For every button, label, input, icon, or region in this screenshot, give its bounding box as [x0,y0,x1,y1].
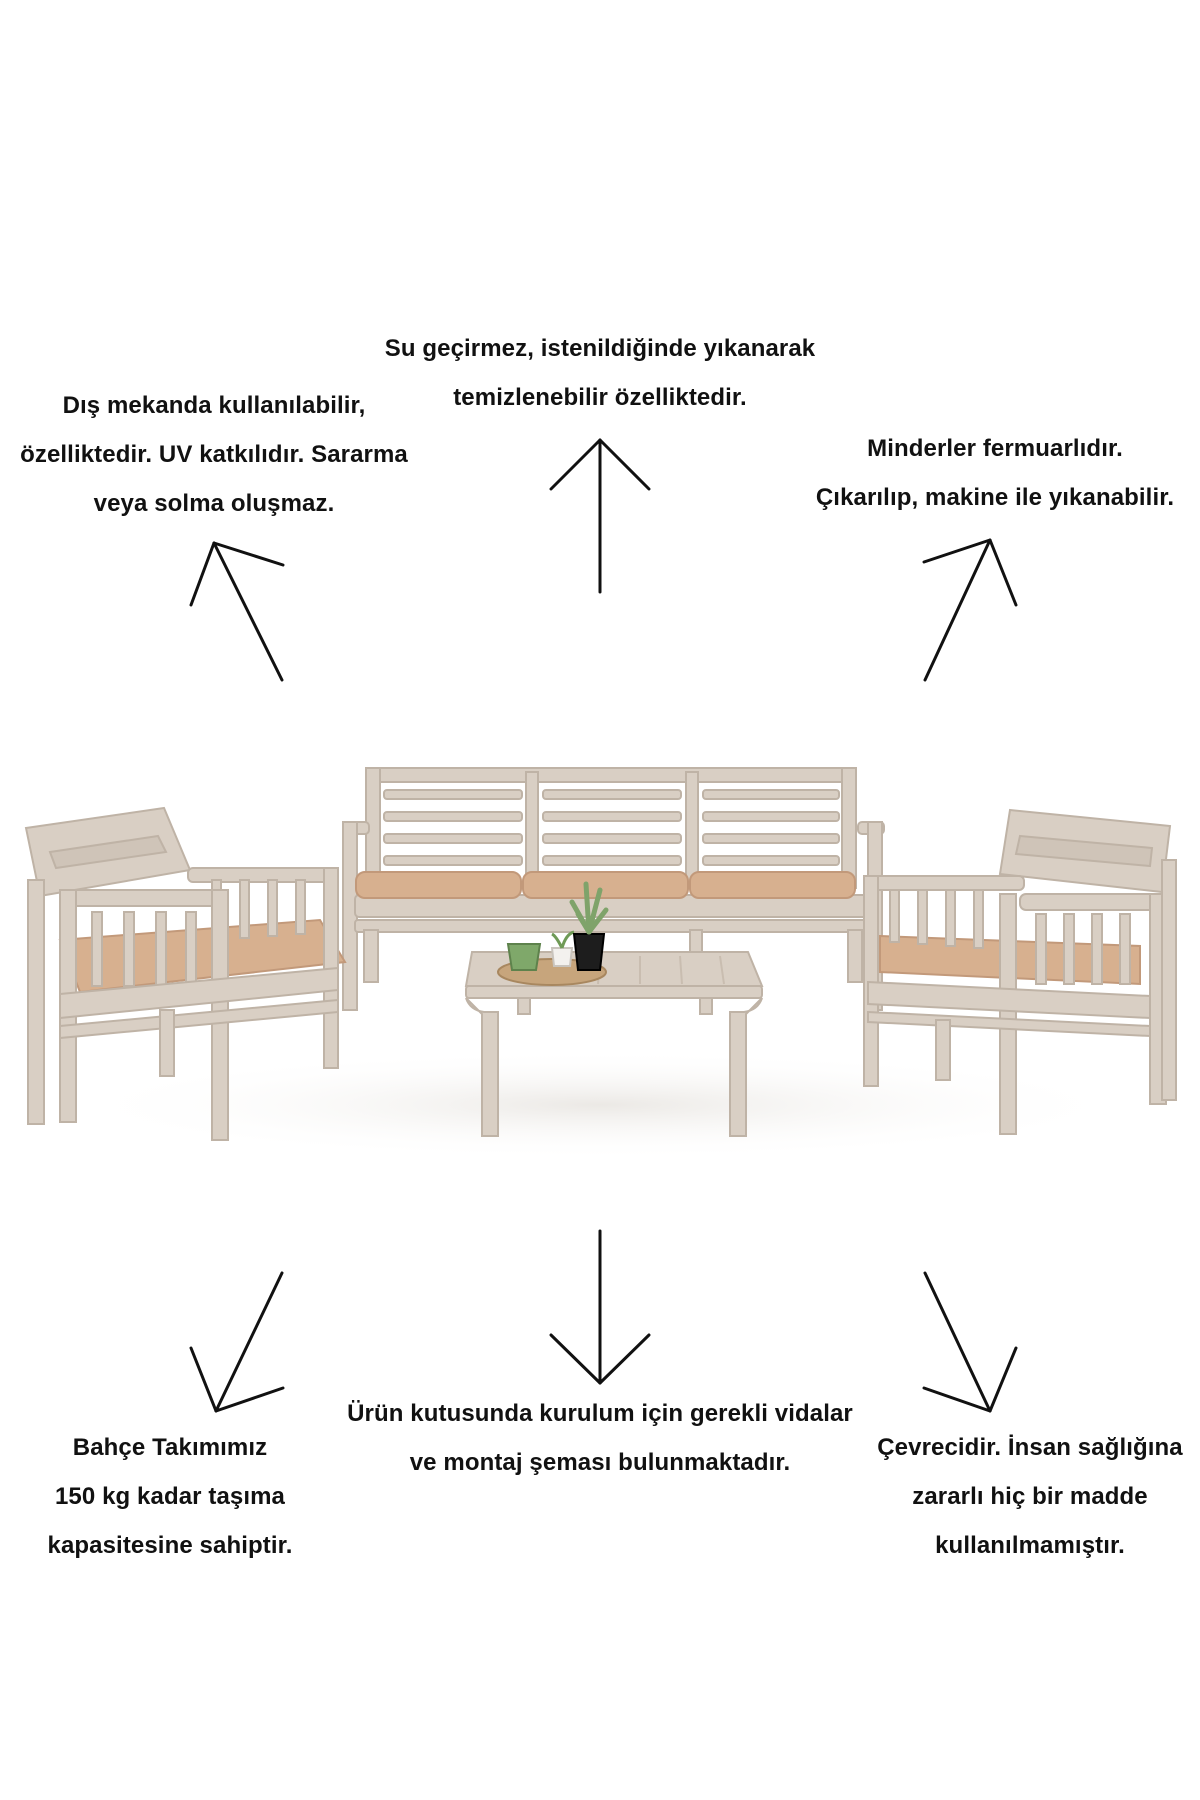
arrow-up-left-icon [191,543,283,680]
sofa-cushions [356,872,855,898]
caption-line: zararlı hiç bir madde [912,1483,1148,1510]
caption-line: Minderler fermuarlıdır. [867,435,1123,462]
caption-line: Çıkarılıp, makine ile yıkanabilir. [815,484,1175,511]
caption-line: veya solma oluşmaz. [93,490,335,517]
caption-line: 150 kg kadar taşıma [54,1483,286,1510]
arrow-down-right-icon [924,1273,1016,1411]
caption-line: özelliktedir. UV katkılıdır. Sararma [20,441,408,468]
arrow-up-icon [551,440,649,592]
caption-line: Bahçe Takımımız [72,1434,268,1461]
caption-line: temizlenebilir özelliktedir. [453,384,747,411]
caption-line: Dış mekanda kullanılabilir, [62,392,366,419]
arrow-up-right-icon [924,540,1016,680]
arrow-down-left-icon [191,1273,283,1411]
caption-line: Çevrecidir. İnsan sağlığına [877,1434,1183,1461]
caption-line: Ürün kutusunda kurulum için gerekli vidalar [347,1400,853,1427]
caption-line: Su geçirmez, istenildiğinde yıkanarak [384,335,816,362]
caption-line: kapasitesine sahiptir. [47,1532,293,1559]
caption-line: kullanılmamıştır. [935,1532,1125,1559]
caption-line: ve montaj şeması bulunmaktadır. [409,1449,791,1476]
arrow-down-icon [551,1231,649,1383]
